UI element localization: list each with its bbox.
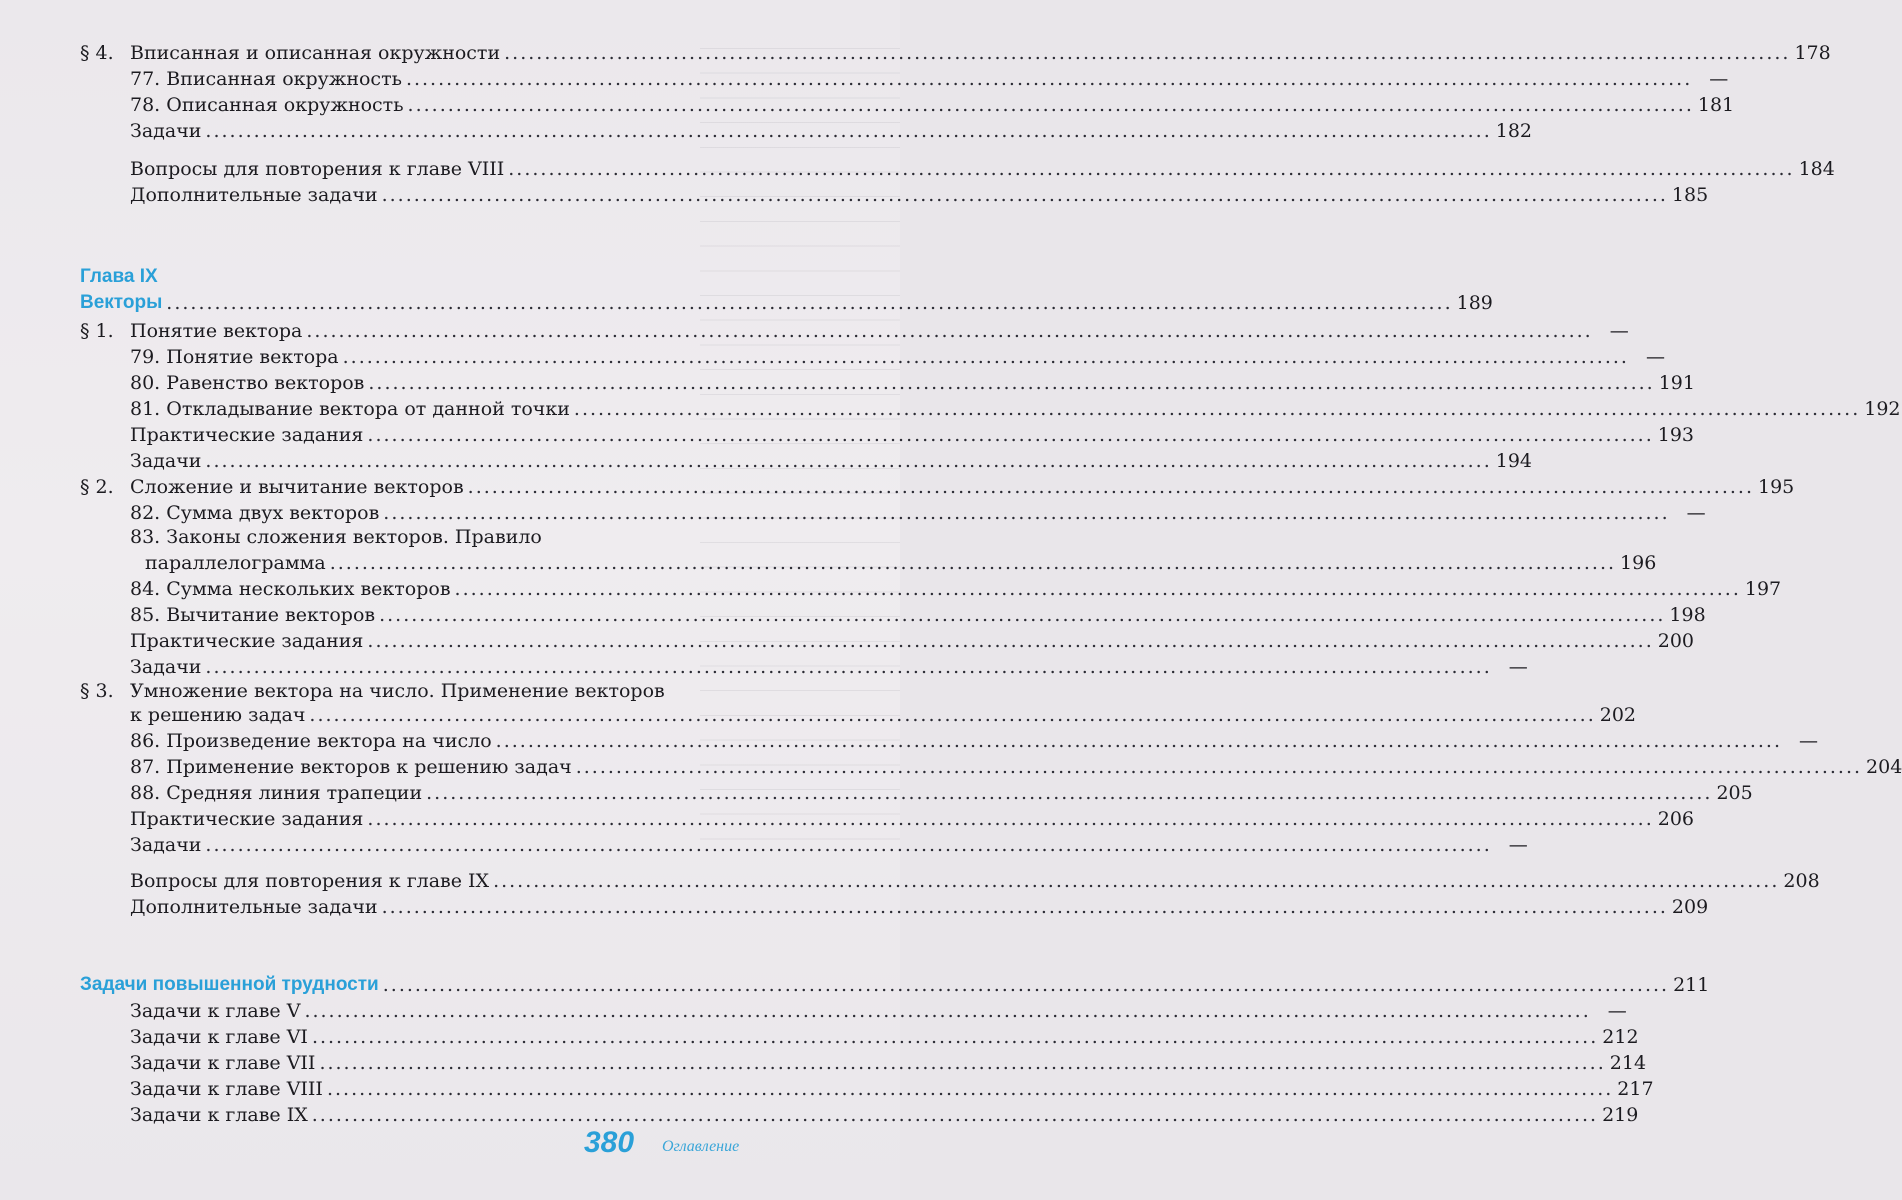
page-number: 205: [1716, 782, 1753, 804]
entry-title: 87. Применение векторов к решению задач: [130, 756, 572, 778]
entry-title: Задачи: [130, 450, 202, 472]
page-number: 184: [1798, 158, 1835, 180]
leader-dots: ................................................................................................................................................................: [309, 704, 1596, 726]
entry-title: Задачи к главе VIII: [130, 1078, 323, 1100]
entry-title: Вопросы для повторения к главе VIII: [130, 158, 505, 180]
page-number: —: [1709, 68, 1729, 90]
page-number: 208: [1783, 870, 1820, 892]
page-number: 178: [1794, 42, 1831, 64]
page-number-footer: 380: [584, 1126, 635, 1159]
toc-entry-79[interactable]: [80, 342, 1665, 368]
entry-title: 85. Вычитание векторов: [130, 604, 376, 626]
leader-dots: ................................................................................................................................................................: [381, 184, 1668, 206]
page-number: 211: [1673, 974, 1710, 996]
page-number: —: [1508, 834, 1528, 856]
page-number: 191: [1658, 372, 1695, 394]
leader-dots: ................................................................................................................................................................: [504, 42, 1791, 64]
section-number: § 2.: [80, 476, 114, 498]
page-number: 209: [1671, 896, 1709, 918]
chapter-heading: Глава IX: [80, 266, 158, 287]
toc-entry-sec1-practical[interactable]: [80, 420, 1695, 446]
entry-title: Задачи: [130, 656, 202, 678]
entry-title: Задачи к главе VI: [130, 1026, 308, 1048]
running-footer: Оглавление: [662, 1138, 740, 1155]
leader-dots: ................................................................................................................................................................: [368, 372, 1655, 394]
toc-entry-84[interactable]: [80, 574, 1782, 600]
section-number: § 4.: [80, 42, 114, 64]
toc-entry-ch9-review[interactable]: [80, 866, 1820, 892]
entry-title: 81. Откладывание вектора от данной точки: [130, 398, 570, 420]
leader-dots: ................................................................................................................................................................: [493, 870, 1780, 892]
leader-dots: ................................................................................................................................................................: [407, 94, 1694, 116]
leader-dots: ................................................................................................................................................................: [383, 502, 1670, 524]
toc-entry-ch8-extra[interactable]: [80, 180, 1709, 206]
toc-entry-sec1[interactable]: [80, 316, 1629, 342]
leader-dots: ................................................................................................................................................................: [382, 974, 1670, 996]
chapter-label: [80, 262, 820, 288]
page-number: —: [1645, 346, 1665, 368]
toc-entry-88[interactable]: [80, 778, 1753, 804]
leader-dots: ................................................................................................................................................................: [367, 630, 1654, 652]
leader-dots: ................................................................................................................................................................: [467, 476, 1754, 498]
toc-entry-83-line1[interactable]: [80, 522, 820, 548]
leader-dots: ................................................................................................................................................................: [205, 450, 1492, 472]
toc-entry-hard-v[interactable]: [80, 996, 1627, 1022]
leader-dots: ................................................................................................................................................................: [306, 320, 1593, 342]
entry-title: Задачи к главе VII: [130, 1052, 316, 1074]
page-number: —: [1609, 320, 1629, 342]
toc-entry-87[interactable]: [80, 752, 1902, 778]
leader-dots: ................................................................................................................................................................: [426, 782, 1713, 804]
leader-dots: ................................................................................................................................................................: [495, 730, 1782, 752]
entry-title: Умножение вектора на число. Применение векторов: [130, 680, 665, 702]
leader-dots: ................................................................................................................................................................: [205, 834, 1492, 856]
leader-dots: ................................................................................................................................................................: [575, 756, 1863, 778]
toc-entry-hard-viii[interactable]: [80, 1074, 1654, 1100]
page-number: 197: [1744, 578, 1782, 600]
entry-title: Дополнительные задачи: [130, 184, 378, 206]
toc-entry-ch9[interactable]: [80, 288, 1493, 314]
entry-title: Дополнительные задачи: [130, 896, 378, 918]
entry-title: Практические задания: [130, 630, 364, 652]
entry-title: 78. Описанная окружность: [130, 94, 404, 116]
leader-dots: ................................................................................................................................................................: [342, 346, 1629, 368]
entry-title: Задачи: [130, 120, 202, 142]
leader-dots: ................................................................................................................................................................: [379, 604, 1666, 626]
entry-title: 88. Средняя линия трапеции: [130, 782, 423, 804]
entry-title: Вписанная и описанная окружности: [130, 42, 501, 64]
toc-entry-hard-vi[interactable]: [80, 1022, 1639, 1048]
leader-dots: ................................................................................................................................................................: [304, 1000, 1591, 1022]
entry-title: Сложение и вычитание векторов: [130, 476, 464, 498]
leader-dots: ................................................................................................................................................................: [311, 1104, 1599, 1126]
toc-entry-77[interactable]: [80, 64, 1729, 90]
page-number: 189: [1456, 292, 1493, 314]
toc-entry-ch8-tasks[interactable]: [80, 116, 1533, 142]
entry-title: Практические задания: [130, 808, 364, 830]
toc-entry-sec2[interactable]: [80, 472, 1795, 498]
page-number: —: [1508, 656, 1528, 678]
toc-entry-81[interactable]: [80, 394, 1901, 420]
page-number: 194: [1495, 450, 1533, 472]
leader-dots: ................................................................................................................................................................: [319, 1052, 1606, 1074]
page-number: 196: [1620, 552, 1657, 574]
entry-title-continued: параллелограмма: [145, 552, 326, 574]
page-number: 206: [1657, 808, 1695, 830]
page-number: 192: [1864, 398, 1901, 420]
toc-entry-sec3[interactable]: [80, 700, 1637, 726]
leader-dots: ................................................................................................................................................................: [166, 292, 1453, 314]
toc-entry-sec2-tasks[interactable]: [80, 652, 1528, 678]
entry-title: Понятие вектора: [130, 320, 303, 342]
leader-dots: ................................................................................................................................................................: [381, 896, 1668, 918]
toc-entry-sec3-line1[interactable]: [80, 676, 820, 702]
entry-title-continued: к решению задач: [130, 704, 306, 726]
page-number: 202: [1599, 704, 1637, 726]
leader-dots: ................................................................................................................................................................: [205, 120, 1492, 142]
page-number: 198: [1669, 604, 1706, 626]
toc-entry-sec1-tasks[interactable]: [80, 446, 1533, 472]
entry-title: 84. Сумма нескольких векторов: [130, 578, 451, 600]
toc-entry-85[interactable]: [80, 600, 1706, 626]
entry-title: 86. Произведение вектора на число: [130, 730, 492, 752]
page-number: 182: [1495, 120, 1533, 142]
toc-entry-ch8-review[interactable]: [80, 154, 1835, 180]
leader-dots: ................................................................................................................................................................: [367, 424, 1654, 446]
toc-entry-80[interactable]: [80, 368, 1695, 394]
page-number: 185: [1671, 184, 1709, 206]
toc-entry-sec3-practical[interactable]: [80, 804, 1695, 830]
leader-dots: ................................................................................................................................................................: [573, 398, 1861, 420]
leader-dots: ................................................................................................................................................................: [367, 808, 1654, 830]
page-number: 181: [1697, 94, 1735, 116]
page-number: —: [1607, 1000, 1627, 1022]
section-number: § 3.: [80, 680, 114, 702]
leader-dots: ................................................................................................................................................................: [508, 158, 1795, 180]
toc-entry-sec2-practical[interactable]: [80, 626, 1695, 652]
page-number: 195: [1757, 476, 1795, 498]
leader-dots: ................................................................................................................................................................: [405, 68, 1693, 90]
entry-title: Практические задания: [130, 424, 364, 446]
entry-title: 79. Понятие вектора: [130, 346, 339, 368]
toc-entry-78[interactable]: [80, 90, 1735, 116]
entry-title: 82. Сумма двух векторов: [130, 502, 380, 524]
toc-entry-hard[interactable]: [80, 970, 1710, 996]
chapter-title: Задачи повышенной трудности: [80, 974, 379, 995]
toc-entry-sec4[interactable]: [80, 38, 1831, 64]
entry-title: 80. Равенство векторов: [130, 372, 365, 394]
toc-entry-sec3-tasks[interactable]: [80, 830, 1528, 856]
page-number: 212: [1602, 1026, 1639, 1048]
leader-dots: ................................................................................................................................................................: [205, 656, 1492, 678]
leader-dots: ................................................................................................................................................................: [311, 1026, 1599, 1048]
page-number: —: [1798, 730, 1818, 752]
entry-title: 83. Законы сложения векторов. Правило: [130, 526, 542, 548]
section-number: § 1.: [80, 320, 114, 342]
page-number: 200: [1657, 630, 1695, 652]
toc-entry-hard-ix[interactable]: [80, 1100, 1639, 1126]
page-number: 204: [1866, 756, 1902, 778]
page-number: —: [1686, 502, 1706, 524]
toc-entry-83[interactable]: [80, 548, 1657, 574]
page-number: 193: [1657, 424, 1695, 446]
entry-title: Задачи к главе IX: [130, 1104, 308, 1126]
toc-entry-86[interactable]: [80, 726, 1818, 752]
entry-title: Задачи: [130, 834, 202, 856]
toc-entry-82[interactable]: [80, 498, 1706, 524]
leader-dots: ................................................................................................................................................................: [326, 1078, 1614, 1100]
leader-dots: ................................................................................................................................................................: [329, 552, 1617, 574]
entry-title: Вопросы для повторения к главе IX: [130, 870, 490, 892]
page-number: 214: [1609, 1052, 1647, 1074]
page-number: 219: [1602, 1104, 1639, 1126]
chapter-title: Векторы: [80, 292, 163, 313]
page-number: 217: [1617, 1078, 1654, 1100]
leader-dots: ................................................................................................................................................................: [454, 578, 1741, 600]
entry-title: Задачи к главе V: [130, 1000, 301, 1022]
toc-entry-hard-vii[interactable]: [80, 1048, 1647, 1074]
entry-title: 77. Вписанная окружность: [130, 68, 402, 90]
toc-entry-ch9-extra[interactable]: [80, 892, 1709, 918]
